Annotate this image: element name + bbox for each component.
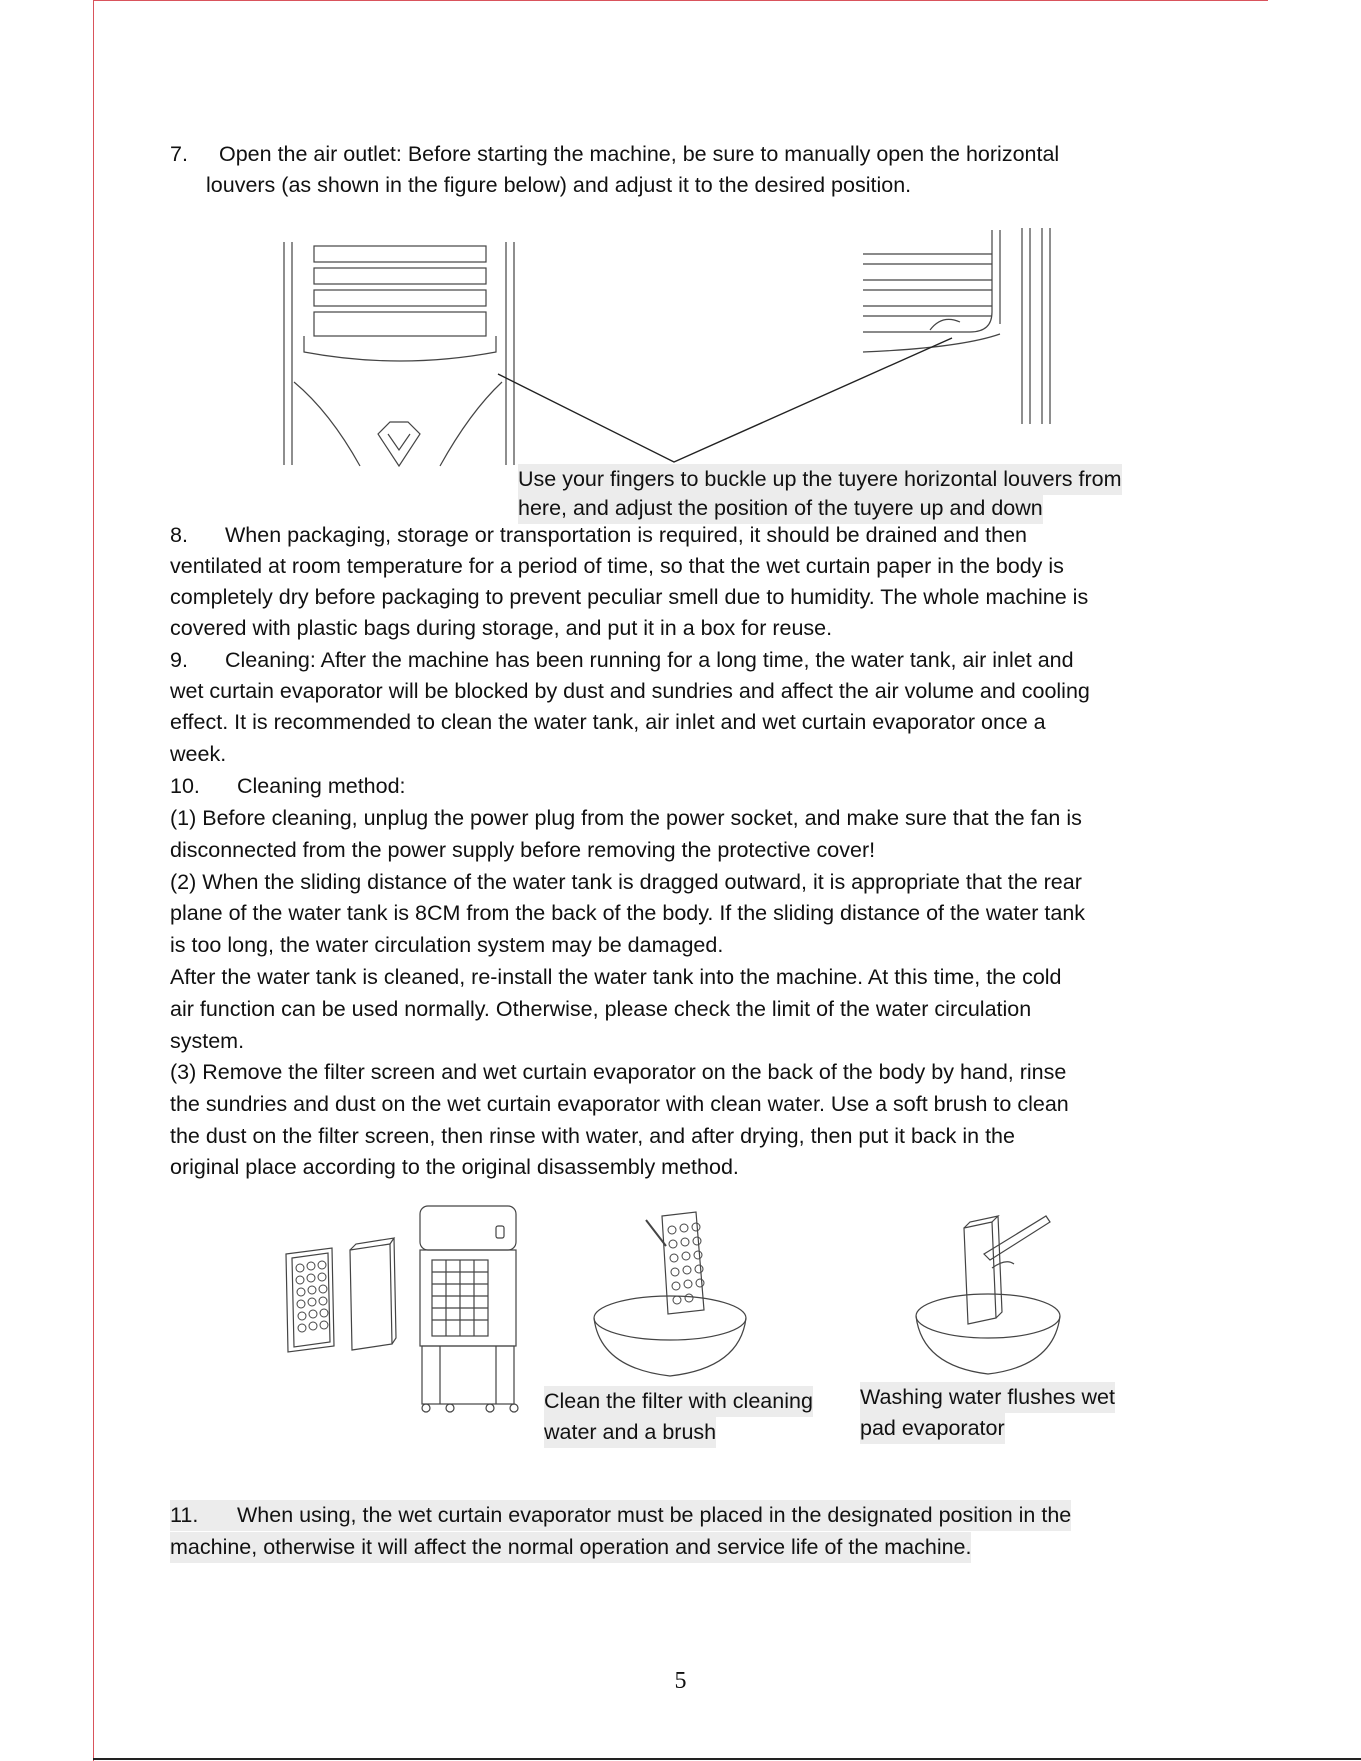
item10-number: 10. — [170, 774, 200, 798]
item10-after-line1: After the water tank is cleaned, re-install the water tank into the machine. At this time, the cold — [170, 965, 1062, 989]
fig1-caption-line2: here, and adjust the position of the tuyere up and down — [518, 493, 1043, 524]
item11-text-1: When using, the wet curtain evaporator must be placed in the designated position in the — [237, 1503, 1072, 1527]
item10-step2-line1: (2) When the sliding distance of the water tank is dragged outward, it is appropriate that the rear — [170, 870, 1082, 894]
item8-line4: covered with plastic bags during storage, and put it in a box for reuse. — [170, 616, 833, 640]
item10-after-line2: air function can be used normally. Otherwise, please check the limit of the water circulation — [170, 997, 1032, 1021]
item8-number: 8. — [170, 523, 188, 547]
item10-title: Cleaning method: — [237, 774, 406, 798]
fig2-caption-filter-line1: Clean the filter with cleaning — [544, 1386, 813, 1417]
item9-number: 9. — [170, 648, 188, 672]
fig2-caption-pad-line2: pad evaporator — [860, 1413, 1005, 1444]
fig2-caption-filter-line2: water and a brush — [544, 1417, 716, 1448]
item10-step1-line1: (1) Before cleaning, unplug the power plug from the power socket, and make sure that the fan is — [170, 806, 1082, 830]
item7-line2: louvers (as shown in the figure below) and adjust it to the desired position. — [206, 173, 912, 197]
item10-step2-line2: plane of the water tank is 8CM from the back of the body. If the sliding distance of the water tank — [170, 901, 1086, 925]
item10-step3-line1: (3) Remove the filter screen and wet curtain evaporator on the back of the body by hand, rinse — [170, 1060, 1067, 1084]
wet-pad-icon — [350, 1238, 396, 1350]
pointer-lines — [498, 338, 952, 462]
item8-line2: ventilated at room temperature for a period of time, so that the wet curtain paper in the body is — [170, 554, 1064, 578]
item10-step3-line4: original place according to the original disassembly method. — [170, 1155, 739, 1179]
item9-text-1: Cleaning: After the machine has been running for a long time, the water tank, air inlet and — [225, 648, 1074, 672]
item9-line4: week. — [170, 742, 227, 766]
item9-line3: effect. It is recommended to clean the water tank, air inlet and wet curtain evaporator once a — [170, 710, 1046, 734]
page-border-bottom — [93, 1758, 1361, 1760]
air-cooler-rear-icon — [420, 1206, 518, 1412]
item10-heading — [170, 771, 406, 802]
item8-line1 — [170, 520, 1027, 551]
basin-with-filter-icon — [594, 1212, 746, 1376]
basin-with-pad-icon — [916, 1216, 1060, 1374]
item10-step3-line3: the dust on the filter screen, then rinse with water, and after drying, then put it back in the — [170, 1124, 1015, 1148]
item7-number: 7. — [170, 142, 188, 166]
item8-line3: completely dry before packaging to prevent peculiar smell due to humidity. The whole machine is — [170, 585, 1089, 609]
item9-line1 — [170, 645, 1074, 676]
air-cooler-front-view — [284, 242, 514, 466]
page-border-top — [93, 0, 1268, 1]
item10-step3-line2: the sundries and dust on the wet curtain evaporator with clean water. Use a soft brush to clean — [170, 1092, 1069, 1116]
item11-number: 11. — [170, 1503, 199, 1527]
item10-step2-line3: is too long, the water circulation system may be damaged. — [170, 933, 724, 957]
fig1-caption-line1: Use your fingers to buckle up the tuyere horizontal louvers from — [518, 464, 1122, 495]
item7-text-1: Open the air outlet: Before starting the machine, be sure to manually open the horizontal — [219, 142, 1060, 166]
page-border-left — [93, 0, 94, 1761]
item10-step1-line2: disconnected from the power supply before removing the protective cover! — [170, 838, 876, 862]
item8-text-1: When packaging, storage or transportation is required, it should be drained and then — [225, 523, 1027, 547]
item7-line1 — [170, 139, 1059, 170]
item11-line1 — [170, 1500, 1071, 1531]
item11-line2: machine, otherwise it will affect the normal operation and service life of the machine. — [170, 1532, 971, 1563]
filter-screen-icon — [286, 1248, 334, 1352]
fig2-caption-pad-line1: Washing water flushes wet — [860, 1382, 1115, 1413]
item9-line2: wet curtain evaporator will be blocked by dust and sundries and affect the air volume and cooling — [170, 679, 1090, 703]
air-cooler-side-view — [863, 228, 1050, 424]
louver-illustration — [270, 222, 1090, 472]
item10-after-line3: system. — [170, 1029, 245, 1053]
page-number: 5 — [674, 1668, 687, 1694]
